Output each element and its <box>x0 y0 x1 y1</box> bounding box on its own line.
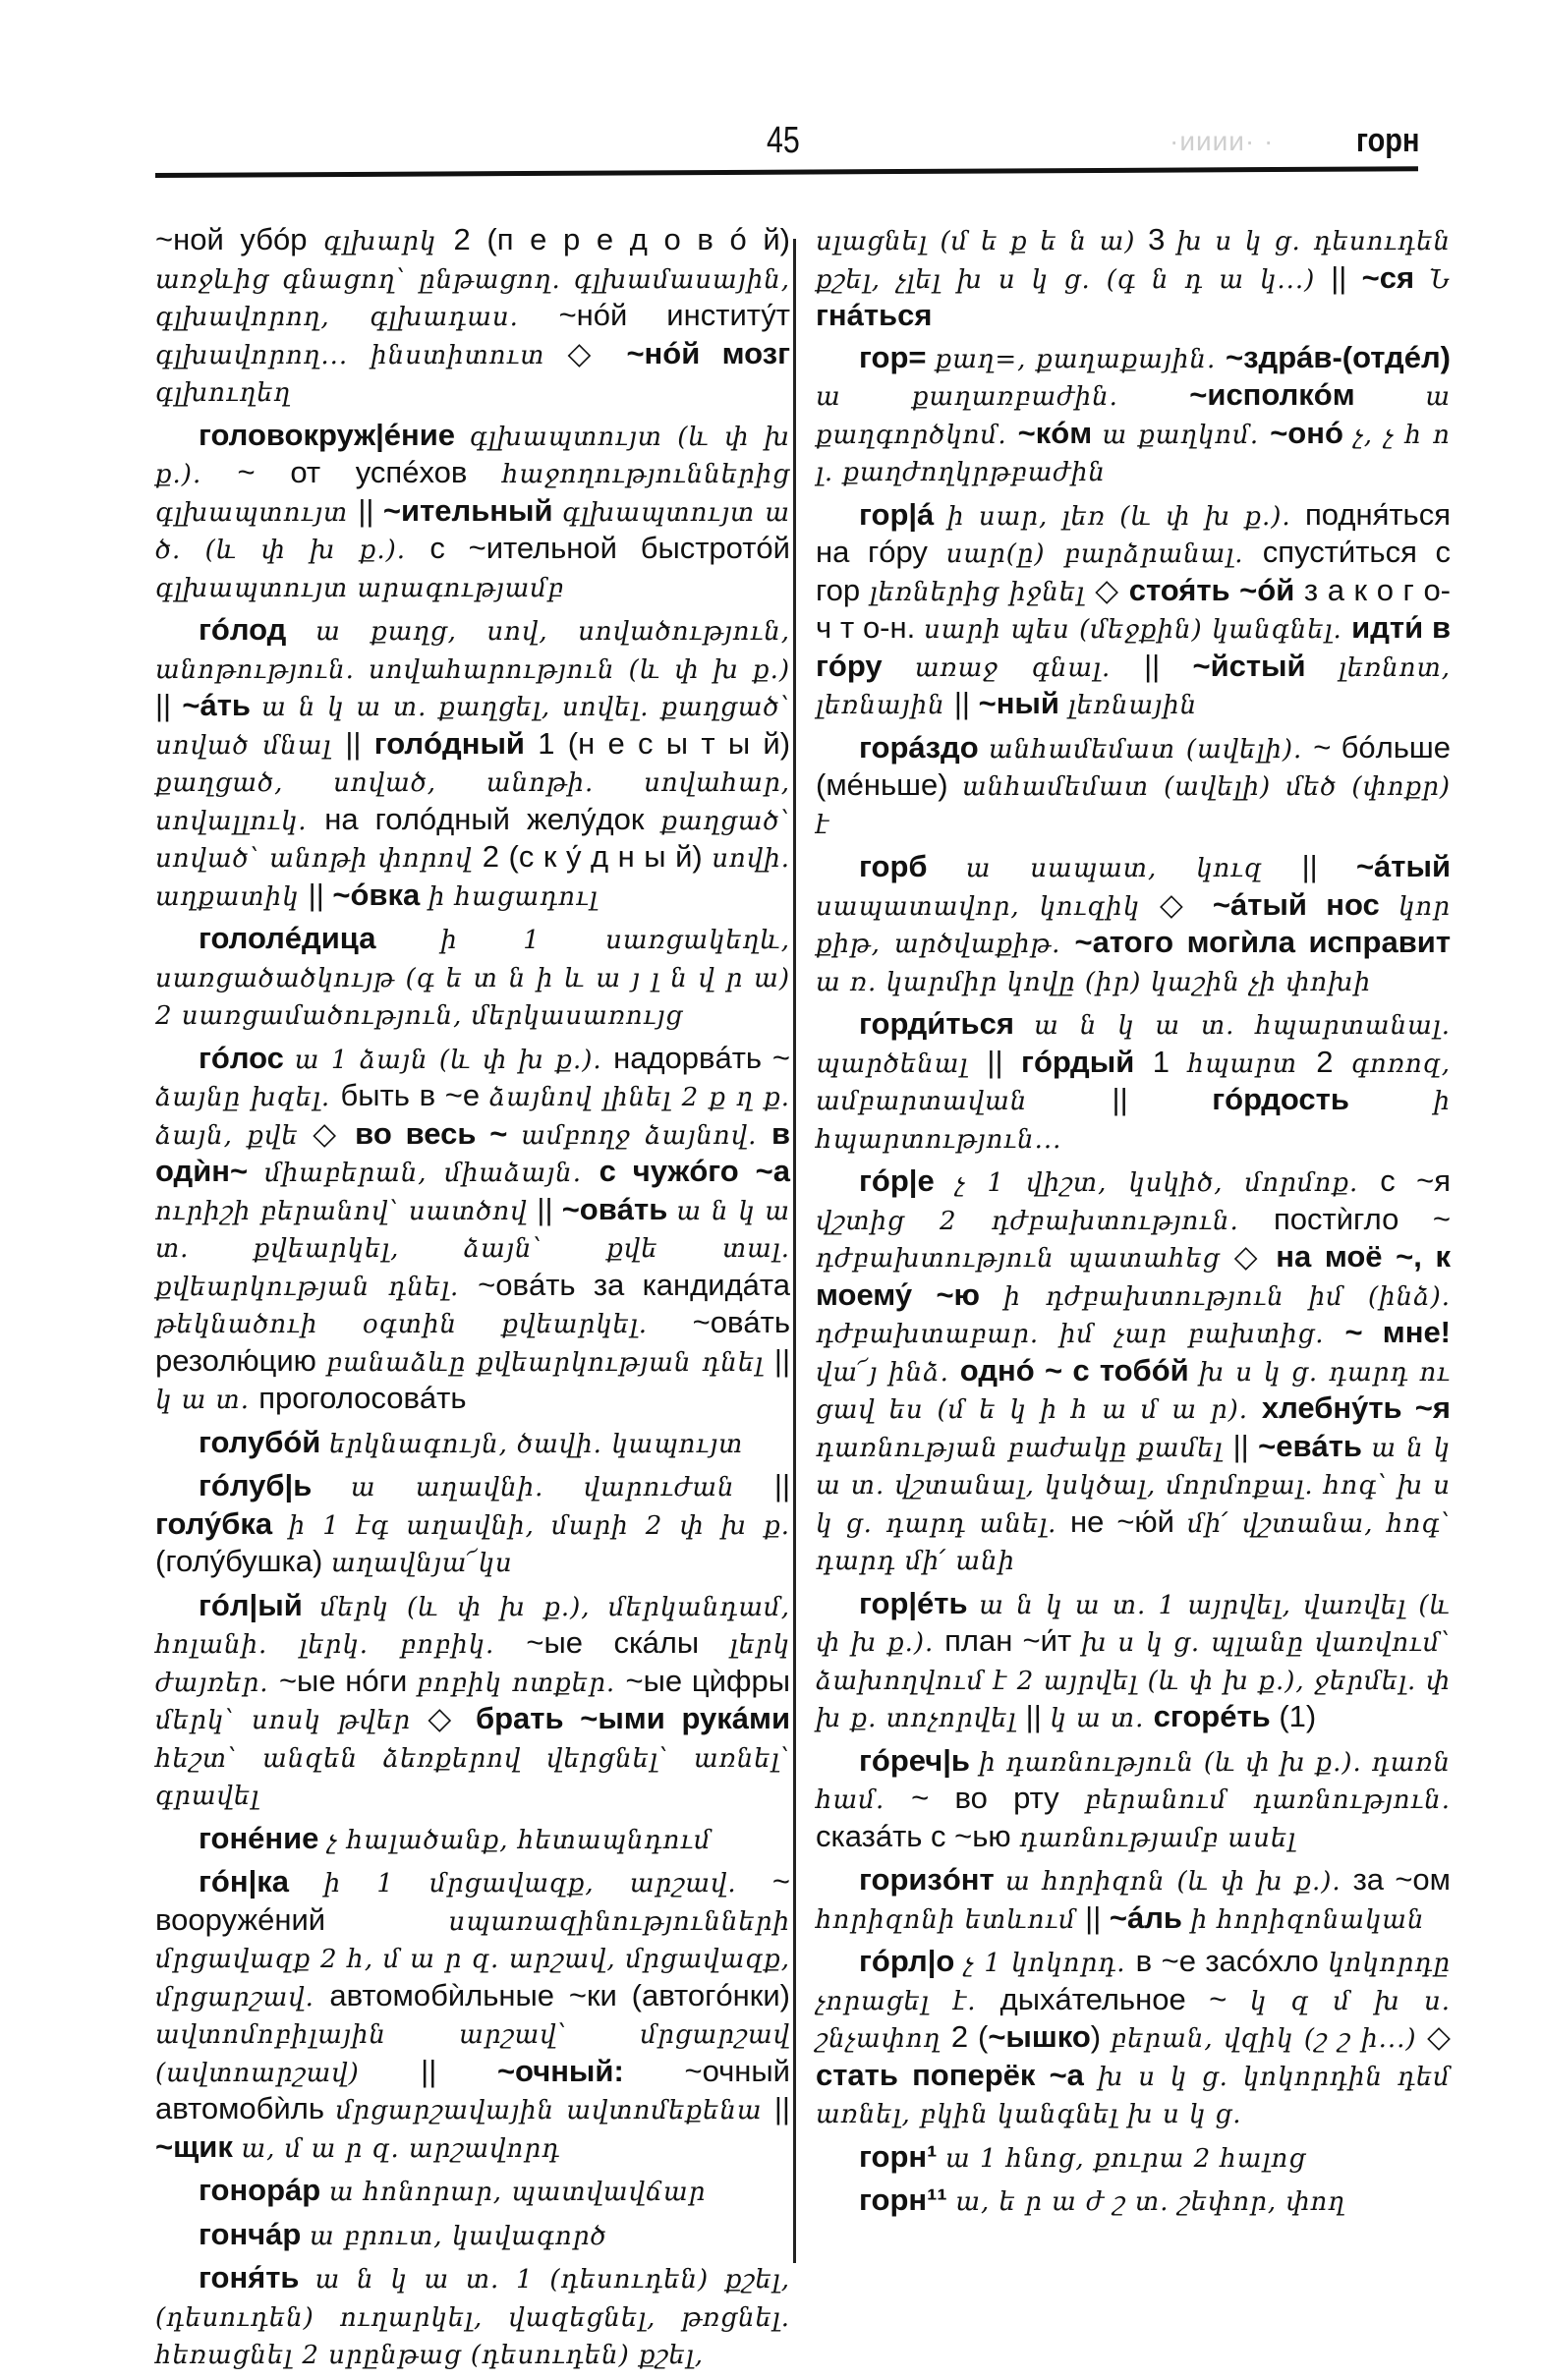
headword: гоня́ть <box>199 2260 315 2295</box>
russian-phrase-bold: ~евáть <box>1258 1428 1372 1463</box>
russian-phrase-bold: ~áль <box>1109 1899 1191 1935</box>
armenian-translation: առջևից գնացող՝ ընթացող. գլխամասային, գլխավորող, գլխադաս. <box>155 264 790 332</box>
russian-text: || <box>773 1468 790 1502</box>
dictionary-entry <box>816 2182 1451 2221</box>
armenian-translation: ա քաղց, սով, սովածություն, անոթություն. սովահարություն (և փ խ ք.) <box>155 617 790 685</box>
russian-phrase-bold: брать ~ыми рукáми <box>475 1701 790 1735</box>
page-number: 45 <box>767 120 800 161</box>
armenian-translation: ի հորիզոնական <box>1190 1904 1425 1935</box>
russian-text: с ~ительной быстротóй <box>429 531 790 565</box>
russian-phrase-bold: ~очный: <box>496 2053 685 2088</box>
armenian-translation: ա աղավնի. վարուժան <box>350 1473 774 1502</box>
armenian-translation: առաջ գնալ. <box>914 652 1145 683</box>
armenian-translation: դառնության բաժակը քամել <box>816 1433 1233 1463</box>
russian-text: || <box>773 1342 790 1378</box>
headword: гóлод <box>199 612 316 647</box>
russian-phrase-bold: стать поперёк ~а <box>816 2057 1099 2092</box>
armenian-translation: լեռնային <box>1067 691 1198 720</box>
armenian-translation: ի 1 էգ աղավնի, մարի 2 փ խ ք. <box>288 1510 790 1541</box>
russian-phrase-bold: стоя́ть ~óй <box>1128 572 1304 607</box>
headword: гор|á <box>859 496 947 532</box>
russian-phrase-bold: ~исполкóм <box>1189 377 1426 412</box>
armenian-translation: ի հպարտություն... <box>816 1087 1452 1155</box>
headword: гóлуб|ь <box>199 1468 351 1502</box>
armenian-translation: ի հացադուլ <box>428 881 599 912</box>
headword: гололéдица <box>199 921 441 955</box>
russian-phrase-bold: гнáться <box>816 298 933 332</box>
dictionary-entry <box>816 1006 1451 1158</box>
headword: гóреч|ь <box>859 1742 980 1778</box>
armenian-translation: ձայնը խզել. <box>155 1083 341 1112</box>
russian-phrase-bold: с чужóго ~а <box>599 1154 791 1188</box>
dictionary-entry <box>816 2139 1451 2178</box>
armenian-translation: ա, ե ր ա ժ շ տ. շեփոր, փող <box>955 2187 1345 2217</box>
armenian-translation: սապատավոր, կուզիկ <box>816 891 1161 922</box>
russian-text: || <box>1232 1428 1259 1463</box>
armenian-translation: կ զ մ խ ս. շնչափող <box>816 1986 1451 2054</box>
russian-text: проголосовáть <box>258 1381 467 1415</box>
armenian-translation: գլխապտույտ արագությամբ <box>155 573 565 603</box>
dictionary-entry <box>155 1821 790 1859</box>
armenian-translation: ի 1 մրցավազք, արշավ. <box>323 1869 772 1898</box>
russian-text: ◇ <box>428 1701 476 1735</box>
russian-text: надорвáть ~ <box>613 1040 790 1075</box>
russian-text: 2 <box>1316 1044 1351 1079</box>
russian-text: 1 (н е с ы т ы й) <box>538 725 791 761</box>
russian-phrase-bold: ~атого могѝла исправит <box>1074 925 1451 959</box>
russian-text: ~ бóльше (мéньше) <box>816 729 1451 802</box>
headword: гор|éть <box>859 1585 980 1620</box>
russian-text: ) <box>1090 2019 1112 2054</box>
russian-text: автомобѝльные ~ки (автогóнки) <box>329 1977 790 2012</box>
russian-text: || <box>1025 1699 1051 1733</box>
armenian-translation: կ ա տ. <box>155 1386 259 1415</box>
russian-phrase-bold: ~ышко <box>988 2019 1091 2054</box>
russian-text: || <box>1331 259 1362 295</box>
russian-text: || <box>421 2053 497 2088</box>
russian-text: (1) <box>1279 1699 1317 1733</box>
russian-phrase-bold: ~áтый нос <box>1212 886 1399 922</box>
armenian-translation: ձայնով լինել 2 ք ղ ք. ձայն, քվե <box>155 1083 791 1151</box>
armenian-translation: չ 1 կոկորդ. <box>963 1949 1136 1978</box>
armenian-translation: անհամեմատ (ավելի). <box>988 734 1314 765</box>
russian-text: ◇ <box>1233 1239 1277 1274</box>
armenian-translation: մի՛ վշտանա, հոգ՝ դարդ մի՛ անի <box>816 1508 1452 1576</box>
running-head-faint: ·ииии· · <box>1170 126 1275 156</box>
armenian-translation: դառնությամբ ասել <box>1019 1823 1297 1853</box>
dictionary-entry <box>816 730 1451 844</box>
armenian-translation: խ ս կ ց. կոկորդին դեմ առնել, բկին կանգնել խ ս կ ց. <box>816 2062 1451 2129</box>
armenian-translation: ա 1 հնոց, քուրա 2 հալոց <box>945 2143 1307 2174</box>
headword: гóр|е <box>859 1163 956 1198</box>
armenian-translation: գլխավորող... ինստիտուտ <box>155 340 568 370</box>
russian-text: ~ вооружéний <box>155 1864 790 1937</box>
russian-text: || <box>953 686 979 720</box>
russian-text: с ~я <box>1380 1163 1451 1198</box>
armenian-translation: ա քաղառբաժին. <box>816 382 1190 412</box>
russian-text: постѝгло ~ <box>1273 1201 1451 1236</box>
dictionary-entry <box>816 497 1451 724</box>
dictionary-entry <box>155 1041 790 1419</box>
headword: горáздо <box>859 729 989 765</box>
armenian-translation: բոբիկ ոտքեր. <box>417 1668 626 1698</box>
russian-phrase-bold: ~ительный <box>382 492 562 528</box>
armenian-translation: ա ն կ ա տ. քվեարկել, ձայն՝ քվե տալ. քվեարկության դնել. <box>155 1196 791 1302</box>
armenian-translation: ա 1 ձայն (և փ խ ք.). <box>294 1045 614 1075</box>
headword: горб <box>859 849 966 883</box>
russian-text: || <box>345 725 374 761</box>
dictionary-entry <box>155 1425 790 1463</box>
armenian-translation: բերան, վզիկ (շ շ ի...) <box>1111 2024 1428 2054</box>
armenian-translation: գլխապտույտ ա ծ. (և փ խ ք.). <box>155 497 790 565</box>
armenian-translation: ա հորիզոն (և փ խ ք.). <box>1004 1867 1353 1897</box>
russian-text: дыхáтельное ~ <box>999 1981 1250 2016</box>
russian-text: 2 (п е р е д о в ó й) <box>453 222 790 256</box>
dictionary-entry <box>155 2260 790 2374</box>
russian-text: || <box>1144 648 1193 683</box>
russian-text: ~ые нóги <box>278 1663 418 1698</box>
armenian-translation: հպարտ <box>1187 1048 1317 1079</box>
russian-text: ~нóй институ́т <box>558 298 790 332</box>
dictionary-entry <box>155 612 790 915</box>
russian-text: 1 <box>1152 1044 1188 1079</box>
dictionary-entry <box>155 921 790 1035</box>
russian-phrase-bold: идти́ в гóру <box>816 610 1451 683</box>
armenian-translation: երկնագույն, ծավի. կապույտ <box>328 1429 744 1459</box>
russian-text: ~ые скáлы <box>526 1625 730 1660</box>
russian-text: || <box>1085 1899 1110 1935</box>
armenian-translation: լեռնոտ, լեռնային <box>816 652 1452 720</box>
armenian-translation: Ն <box>1429 264 1452 295</box>
russian-phrase-bold: ~óвка <box>332 877 428 912</box>
russian-text: || <box>308 877 333 912</box>
armenian-translation: խ ս կ ց. դեսուդեն քշել, չլել խ ս կ ց. (գ ն դ ա կ...) <box>816 227 1451 295</box>
russian-text: спусти́ться с гор <box>816 535 1452 607</box>
headword: головокруж|éние <box>199 417 470 452</box>
headword: горн¹ <box>859 2138 946 2174</box>
armenian-translation: սարի պես (մեջքին) կանգնել. <box>924 615 1352 645</box>
russian-phrase-bold: ~щик <box>155 2128 242 2164</box>
armenian-translation: խ ս կ ց. դարդ ու ցավ ես (մ ե կ ի հ ա մ ա ր). <box>816 1357 1451 1425</box>
russian-text: ~овáть резолю́цию <box>155 1305 790 1378</box>
russian-text: || <box>987 1044 1022 1079</box>
russian-text: з а к о г о-ч т о-н. <box>816 572 1452 645</box>
headword: гóл|ый <box>199 1587 320 1622</box>
russian-text: ~овáть за кандидáта <box>478 1267 790 1302</box>
headword: гонорáр <box>199 2173 329 2207</box>
armenian-translation: ա ն կ ա տ. 1 այրվել, վառվել (և փ խ ք.). <box>816 1590 1451 1658</box>
armenian-translation: միաբերան, միաձայն. <box>264 1159 599 1188</box>
russian-text: ◇ <box>567 335 627 370</box>
russian-text: быть в ~е <box>340 1078 489 1112</box>
armenian-translation: ի սար, լեռ (և փ խ ք.). <box>947 501 1306 532</box>
russian-text: на голóдный желу́док <box>324 801 661 836</box>
armenian-translation: սպառազինությունների մրցավազք 2 հ, մ ա ր զ. արշավ, մրցավազք, մրցարշավ. <box>155 1906 790 2012</box>
russian-text: план ~и́т <box>944 1623 1082 1658</box>
russian-text: подня́ться на гóру <box>816 496 1451 569</box>
armenian-translation: սովի. աղքատիկ <box>155 844 790 912</box>
armenian-translation: գլխապտույտ (և փ խ ք.). <box>155 422 790 489</box>
armenian-translation: ա ն կ ա տ. քաղցել, սովել. քաղցած՝ սոված մնալ <box>155 693 790 761</box>
russian-text: || <box>1301 849 1356 883</box>
russian-text: ~очный автомобѝль <box>155 2053 790 2125</box>
armenian-translation: ա ն կ ա տ. 1 (դեսուդեն) քշել, (դեսուդեն) ուղարկել, վազեցնել, թռցնել. հեռացնել 2 սրընթաց (դեսուդեն) քշել, <box>155 2265 790 2370</box>
running-head: горн <box>1356 122 1420 159</box>
headword: гóрл|о <box>859 1944 964 1978</box>
armenian-translation: սլացնել (մ ե ք ե ն ա) <box>816 227 1149 256</box>
header-rule <box>155 166 1418 178</box>
column-divider <box>793 239 796 2263</box>
russian-text: 2 (с к у́ д н ы й) <box>482 839 713 874</box>
armenian-translation: ա ռ. կարմիր կովը (իր) կաշին չի փոխի <box>816 967 1372 997</box>
armenian-translation: գլխուղեղ <box>155 378 292 408</box>
russian-text: || <box>773 2091 790 2125</box>
dictionary-entry <box>816 340 1451 491</box>
armenian-translation: ի դժբախտություն իմ (ինձ). դժբախտաբար. իմ չար բախտից. <box>816 1281 1451 1349</box>
russian-phrase-bold: ~кóм <box>1017 415 1103 450</box>
headword: гонéние <box>199 1820 328 1855</box>
armenian-translation: ա, մ ա ր զ. արշավորդ <box>241 2133 561 2164</box>
armenian-translation: չ 1 վիշտ, կսկիծ, մորմոք. <box>955 1168 1381 1198</box>
left-column <box>155 222 790 2380</box>
armenian-translation: ավտոմոբիլային արշավ՝ մրցարշավ (ավտոարշավ) <box>155 2020 790 2088</box>
russian-phrase-bold: ~овáть <box>561 1191 677 1226</box>
armenian-translation: ա բրուտ, կավագործ <box>309 2221 607 2251</box>
armenian-translation: դժբախտություն պատահեց <box>816 1244 1234 1274</box>
armenian-translation: աղավնյա՜կս <box>330 1549 513 1578</box>
headword: голубóй <box>199 1424 329 1459</box>
armenian-translation: ի 1 սառցակեղև, սառցածածկույթ (գ ե տ ն ի և ա յ լ ն վ ր ա) 2 սառցամածություն, մերկասառույց <box>155 926 790 1031</box>
armenian-translation: չ, չ հ ո լ. քաղժողկրթբաժին <box>816 420 1452 487</box>
dictionary-entry <box>155 2217 790 2255</box>
russian-phrase-bold: на моё ~, к моему́ ~ю <box>816 1239 1451 1312</box>
armenian-translation: լեռներից իջնել <box>869 577 1096 607</box>
armenian-translation: ա հոնորար, պատվավճար <box>328 2178 707 2207</box>
right-column <box>816 222 1451 2227</box>
armenian-translation: հորիզոնի ետևում <box>816 1904 1086 1935</box>
headword: горн¹¹ <box>859 2182 956 2217</box>
armenian-translation: մրցարշավային ավտոմեքենա <box>335 2096 774 2125</box>
russian-text: || <box>537 1191 562 1226</box>
armenian-translation: սար(ը) բարձրանալ. <box>945 539 1263 569</box>
russian-phrase-bold: голу́бка <box>155 1505 289 1541</box>
dictionary-entry <box>155 1468 790 1582</box>
russian-text: в ~е засóхло <box>1135 1944 1329 1978</box>
armenian-translation: չ հալածանք, հետապնդում <box>327 1825 712 1855</box>
dictionary-entry <box>816 1743 1451 1857</box>
armenian-translation: խ ս կ ց. պլանը վառվում՝ ձախողվում է 2 այրվել (և փ խ ք.), ջերմել. փ խ ք. տոչորվել <box>816 1628 1451 1733</box>
armenian-translation: կոր քիթ, արծվաքիթ. <box>816 891 1451 959</box>
russian-text: ◇ <box>1095 572 1129 607</box>
armenian-translation: ա քաղգործկոմ. <box>816 382 1451 450</box>
armenian-translation: թեկնածուի օգտին քվեարկել. <box>155 1310 693 1339</box>
armenian-translation: բերանում դառնություն. <box>1084 1785 1451 1815</box>
armenian-translation: կոկորդը չորացել է. <box>816 1949 1451 2016</box>
dictionary-entry <box>155 1588 790 1815</box>
armenian-translation: բանաձևը քվեարկության դնել <box>326 1347 774 1378</box>
russian-text: не ~ю́й <box>1070 1503 1187 1539</box>
armenian-translation: ուրիշի բերանով՝ սատծով <box>155 1196 538 1226</box>
armenian-translation: ի դառնություն (և փ խ ք.). դառն համ. <box>816 1747 1451 1815</box>
armenian-translation: ա սապատ, կուզ <box>965 854 1302 883</box>
armenian-translation: քաղցած, սոված, անոթի. սովահար, սովալլուկ. <box>155 768 790 836</box>
armenian-translation: վա՜յ ինձ. <box>816 1357 960 1388</box>
russian-text: ~ые цѝфры <box>625 1663 790 1698</box>
russian-phrase-bold: голóдный <box>373 725 539 761</box>
dictionary-entry <box>155 418 790 607</box>
armenian-translation: ա ն կ ա տ. հպարտանալ. պարծենալ <box>816 1011 1451 1079</box>
russian-text: ◇ <box>1427 2019 1451 2054</box>
armenian-translation: անհամեմատ (ավելի) մեծ (փոքր) է <box>816 772 1451 840</box>
russian-text: 3 <box>1148 222 1177 256</box>
armenian-translation: ա քաղկոմ. <box>1102 420 1271 450</box>
dictionary-entry <box>816 1862 1451 1938</box>
armenian-translation: կ ա տ. <box>1050 1704 1154 1733</box>
russian-phrase-bold: ~áтый <box>1355 849 1452 883</box>
armenian-translation: հեշտ՝ անզեն ձեռքերով վերցնել՝ առնել՝ գրավել <box>155 1743 790 1811</box>
russian-phrase-bold: хлебну́ть ~я <box>1261 1390 1451 1425</box>
armenian-translation: քաղ=, քաղաքային. <box>935 344 1227 374</box>
dictionary-entry <box>816 1944 1451 2133</box>
dictionary-entry <box>816 849 1451 1000</box>
russian-phrase-bold: ~здрáв-(отдéл) <box>1226 339 1451 374</box>
armenian-translation: քաղցած՝ սոված՝ անոթի փորով <box>155 806 790 874</box>
russian-text: за ~ом <box>1352 1862 1451 1897</box>
dictionary-entry <box>155 2173 790 2211</box>
entry-continuation <box>155 222 790 412</box>
headword: гóн|ка <box>199 1864 324 1898</box>
headword: гор= <box>859 339 936 374</box>
russian-phrase-bold: во весь ~ <box>355 1115 522 1151</box>
headword: гончáр <box>199 2216 310 2251</box>
russian-text: сказáть с ~ью <box>816 1818 1020 1853</box>
russian-text: ◇ <box>1160 886 1213 922</box>
russian-phrase-bold: ~ный <box>978 686 1068 720</box>
russian-phrase-bold: однó ~ с тобóй <box>959 1352 1199 1388</box>
entry-continuation <box>816 222 1451 334</box>
armenian-translation: ամբողջ ձայնով. <box>521 1120 771 1151</box>
russian-phrase-bold: ~áть <box>182 688 262 722</box>
armenian-translation: գոռոզ, ամբարտավան <box>816 1048 1451 1116</box>
russian-phrase-bold: гóрдость <box>1212 1082 1434 1116</box>
russian-text: || <box>358 492 383 528</box>
russian-phrase-bold: гóрдый <box>1021 1044 1153 1079</box>
russian-text: || <box>1112 1082 1213 1116</box>
armenian-translation: վշտից 2 դժբախտություն. <box>816 1206 1274 1236</box>
russian-phrase-bold: ~йстый <box>1192 648 1339 683</box>
dictionary-entry <box>816 1586 1451 1737</box>
russian-phrase-bold: в одѝн~ <box>155 1115 791 1188</box>
russian-text: || <box>155 688 183 722</box>
armenian-translation: լերկ ժայռեր. <box>155 1630 790 1698</box>
headword: горизóнт <box>859 1862 1005 1897</box>
russian-text: 2 ( <box>950 2019 989 2054</box>
armenian-translation: մերկ՝ սոսկ թվեր <box>155 1706 428 1735</box>
headword: гóлос <box>199 1040 295 1075</box>
russian-phrase-bold: ~онó <box>1270 415 1354 450</box>
armenian-translation: հաջողություններից գլխապտույտ <box>155 460 791 528</box>
russian-text: ◇ <box>313 1115 356 1151</box>
armenian-translation: գլխարկ <box>323 227 454 256</box>
russian-phrase-bold: ~ся <box>1361 259 1430 295</box>
russian-text: ~ от успéхов <box>237 455 502 489</box>
russian-phrase-bold: ~нóй мозг <box>626 335 791 370</box>
russian-text: ~ной убóр <box>155 222 324 256</box>
dictionary-entry <box>155 1864 790 2167</box>
armenian-translation: ա ն կ ա տ. վշտանալ, կսկծալ, մորմոքալ. հոգ՝ խ ս կ ց. դարդ անել. <box>816 1433 1452 1539</box>
russian-phrase-bold: ~ мне! <box>1344 1315 1452 1349</box>
headword: горди́ться <box>859 1006 1035 1041</box>
dictionary-entry <box>816 1163 1451 1580</box>
russian-phrase-bold: сгорéть <box>1153 1699 1280 1733</box>
armenian-translation: մերկ (և փ խ ք.), մերկանդամ, հոլանի. լերկ. բոբիկ. <box>155 1592 791 1660</box>
russian-text: ~ во рту <box>911 1781 1085 1815</box>
russian-text: (голу́бушка) <box>155 1544 331 1578</box>
